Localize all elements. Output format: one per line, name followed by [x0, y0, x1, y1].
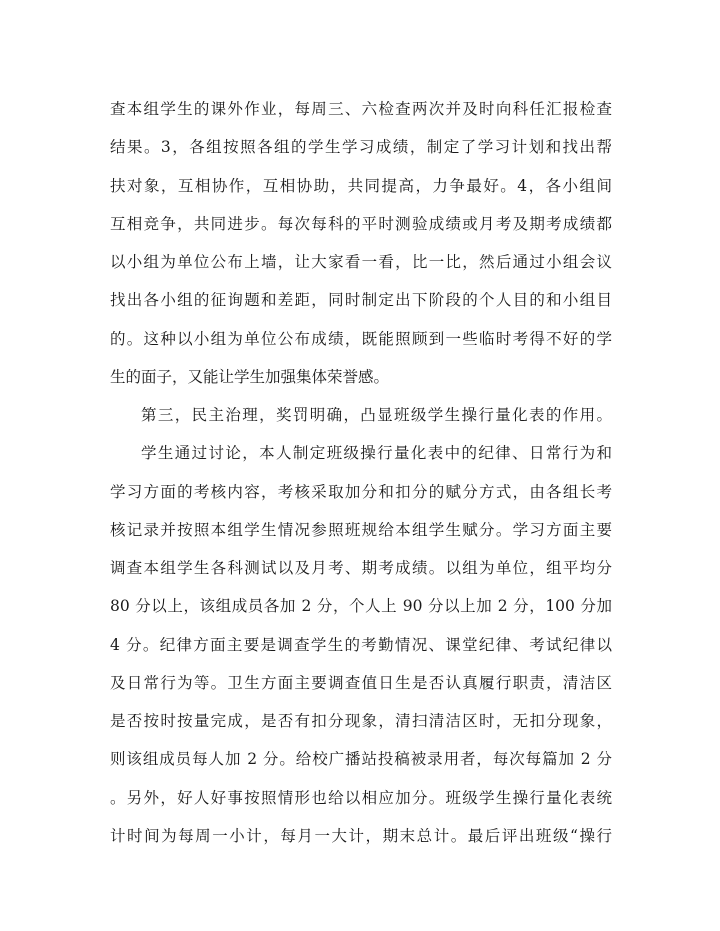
text-line: 则该组成员每人加 2 分。给校广播站投稿被录用者，每次每篇加 2 分	[110, 750, 612, 769]
text-line: 。另外，好人好事按照情形也给以相应加分。班级学生操行量化表统	[110, 788, 612, 807]
text-line: 互相竞争，共同进步。每次每科的平时测验成绩或月考及期考成绩都	[110, 214, 612, 233]
text-line: 生的面子，又能让学生加强集体荣誉感。	[110, 367, 390, 386]
text-line: 调查本组学生各科测试以及月考、期考成绩。以组为单位，组平均分	[110, 559, 612, 577]
text-line: 查本组学生的课外作业，每周三、六检查两次并及时向科任汇报检查	[110, 100, 612, 118]
body-text	[110, 90, 612, 855]
text-line: 及日常行为等。卫生方面主要调查值日生是否认真履行职责，清洁区	[110, 673, 612, 692]
text-line: 扶对象，互相协作，互相协助，共同提高，力争最好。4，各小组间	[110, 176, 612, 195]
text-line: 80 分以上，该组成员各加 2 分，个人上 90 分以上加 2 分，100 分加	[110, 597, 612, 616]
text-line: 以小组为单位公布上墙，让大家看一看，比一比，然后通过小组会议	[110, 253, 612, 271]
paragraph-first-line: 学生通过讨论，本人制定班级操行量化表中的纪律、日常行为和	[141, 444, 612, 463]
text-line: 学习方面的考核内容，考核采取加分和扣分的赋分方式，由各组长考	[110, 482, 612, 501]
text-line: 是否按时按量完成，是否有扣分现象，清扫清洁区时，无扣分现象，	[110, 712, 612, 730]
text-line: 核记录并按照本组学生情况参照班规给本组学生赋分。学习方面主要	[110, 520, 612, 539]
text-line: 4 分。纪律方面主要是调查学生的考勤情况、课堂纪律、考试纪律以	[110, 635, 612, 654]
text-line: 结果。3，各组按照各组的学生学习成绩，制定了学习计划和找出帮	[110, 138, 612, 157]
section-heading: 第三，民主治理，奖罚明确，凸显班级学生操行量化表的作用。	[141, 406, 612, 424]
text-line: 的。这种以小组为单位公布成绩，既能照顾到一些临时考得不好的学	[110, 329, 612, 348]
text-line: 找出各小组的征询题和差距，同时制定出下阶段的个人目的和小组目	[110, 291, 612, 310]
text-line: 计时间为每周一小计，每月一大计，期末总计。最后评出班级“操行	[110, 826, 612, 845]
